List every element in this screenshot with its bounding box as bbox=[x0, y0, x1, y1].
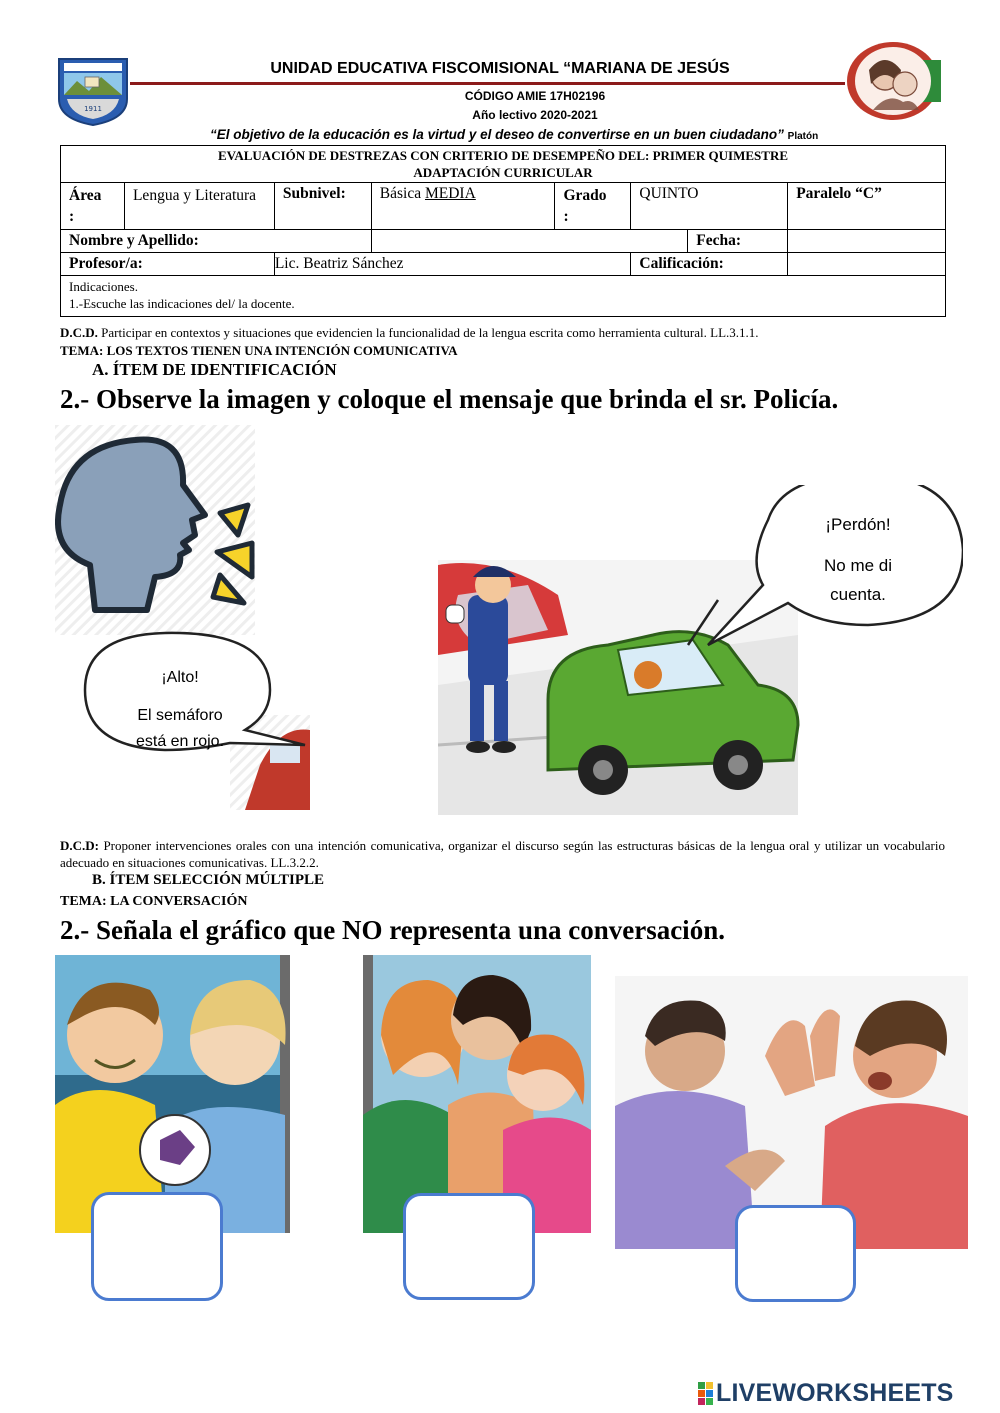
dcd-b-text: Proponer intervenciones orales con una intención comunicativa, organizar el discurso según las estructuras básicas de la lengua oral y utilizar un vocabulario adecuado en situaciones comunicativas. LL.3.2.2. bbox=[60, 838, 945, 870]
subnivel-value bbox=[371, 183, 555, 230]
grade-field[interactable] bbox=[788, 253, 946, 276]
svg-text:1911: 1911 bbox=[84, 105, 102, 113]
dcd-a bbox=[60, 324, 950, 341]
teacher-row bbox=[61, 253, 275, 276]
area-value: Lengua y Literatura bbox=[124, 183, 274, 230]
teacher-label: Profesor/a: bbox=[69, 255, 143, 272]
police-car-illustration bbox=[438, 485, 963, 815]
instructions-item-1: 1.-Escuche las indicaciones del/ la docente. bbox=[69, 296, 295, 311]
date-field[interactable] bbox=[788, 230, 946, 253]
liveworksheets-wordmark: LIVEWORKSHEETS bbox=[716, 1378, 954, 1407]
tema-b: TEMA: LA CONVERSACIÓN bbox=[60, 894, 248, 909]
bubble-left bbox=[105, 665, 255, 755]
liveworksheets-icon bbox=[698, 1382, 713, 1405]
question-a: 2.- Observe la imagen y coloque el mensaje que brinda el sr. Policía. bbox=[60, 384, 839, 414]
choice-box-1[interactable] bbox=[91, 1192, 223, 1301]
header-divider bbox=[130, 82, 845, 85]
bubble-left-line1: ¡Alto! bbox=[161, 669, 199, 686]
name-field[interactable] bbox=[371, 230, 687, 253]
dcd-b bbox=[60, 837, 945, 871]
grado-label bbox=[555, 183, 631, 230]
school-name: UNIDAD EDUCATIVA FISCOMISIONAL “MARIANA DE JESÚS bbox=[270, 60, 730, 77]
bubble-left-line3: está en rojo. bbox=[135, 733, 225, 750]
tema-a: TEMA: LOS TEXTOS TIENEN UNA INTENCIÓN COMUNICATIVA bbox=[60, 343, 458, 358]
motto-author: Platón bbox=[787, 131, 819, 142]
item-a-heading: A. ÍTEM DE IDENTIFICACIÓN bbox=[92, 360, 337, 379]
bubble-right-line2: No me di bbox=[823, 556, 893, 575]
teacher-value: Lic. Beatriz Sánchez bbox=[274, 253, 631, 276]
dcd-a-text: Participar en contextos y situaciones que evidencien la funcionalidad de la lengua escrita como herramienta cultural. LL.3.1.1. bbox=[101, 325, 759, 340]
choice-box-2[interactable] bbox=[403, 1193, 535, 1300]
subnivel-prefix: Básica bbox=[379, 185, 422, 202]
area-label-colon: : bbox=[69, 208, 75, 225]
bubble-left-line2: El semáforo bbox=[137, 707, 223, 724]
school-year: Año lectivo 2020-2021 bbox=[472, 108, 598, 122]
motto bbox=[210, 127, 818, 142]
bubble-right-line1: ¡Perdón! bbox=[825, 515, 891, 534]
subnivel-level: MEDIA bbox=[424, 185, 476, 202]
grade-label: Calificación: bbox=[631, 253, 788, 276]
dcd-a-label: D.C.D. bbox=[60, 325, 98, 340]
picture-girls-group bbox=[363, 955, 591, 1233]
grado-value: QUINTO bbox=[631, 183, 788, 230]
grado-label-text: Grado bbox=[563, 187, 607, 204]
liveworksheets-logo bbox=[698, 1378, 998, 1408]
subnivel-label: Subnivel: bbox=[274, 183, 371, 230]
bubble-right bbox=[783, 510, 933, 609]
paralelo: Paralelo “C” bbox=[788, 183, 946, 230]
name-label: Nombre y Apellido: bbox=[61, 230, 372, 253]
evaluation-title bbox=[61, 146, 946, 183]
motto-text: “El objetivo de la educación es la virtud y el deseo de convertirse en un buen ciudadano” bbox=[210, 127, 784, 142]
dcd-b-label: D.C.D: bbox=[60, 838, 99, 853]
bubble-right-line3: cuenta. bbox=[830, 585, 886, 604]
instructions-title: Indicaciones. bbox=[69, 279, 138, 294]
speaking-head-illustration bbox=[55, 425, 310, 810]
evaluation-title-line2: ADAPTACIÓN CURRICULAR bbox=[413, 165, 593, 180]
item-b-heading: B. ÍTEM SELECCIÓN MÚLTIPLE bbox=[92, 872, 325, 888]
date-label: Fecha: bbox=[688, 230, 788, 253]
patron-emblem bbox=[843, 40, 943, 122]
amie-code: CÓDIGO AMIE 17H02196 bbox=[464, 89, 606, 103]
instructions bbox=[61, 276, 946, 317]
evaluation-title-line1: EVALUACIÓN DE DESTREZAS CON CRITERIO DE DESEMPEÑO DEL: PRIMER QUIMESTRE bbox=[217, 148, 789, 163]
question-b: 2.- Señala el gráfico que NO representa una conversación. bbox=[60, 915, 725, 945]
grado-label-colon: : bbox=[563, 208, 569, 225]
evaluation-info-table bbox=[60, 145, 946, 317]
area-label bbox=[61, 183, 125, 230]
area-label-text: Área bbox=[69, 187, 102, 204]
choice-box-3[interactable] bbox=[735, 1205, 856, 1302]
